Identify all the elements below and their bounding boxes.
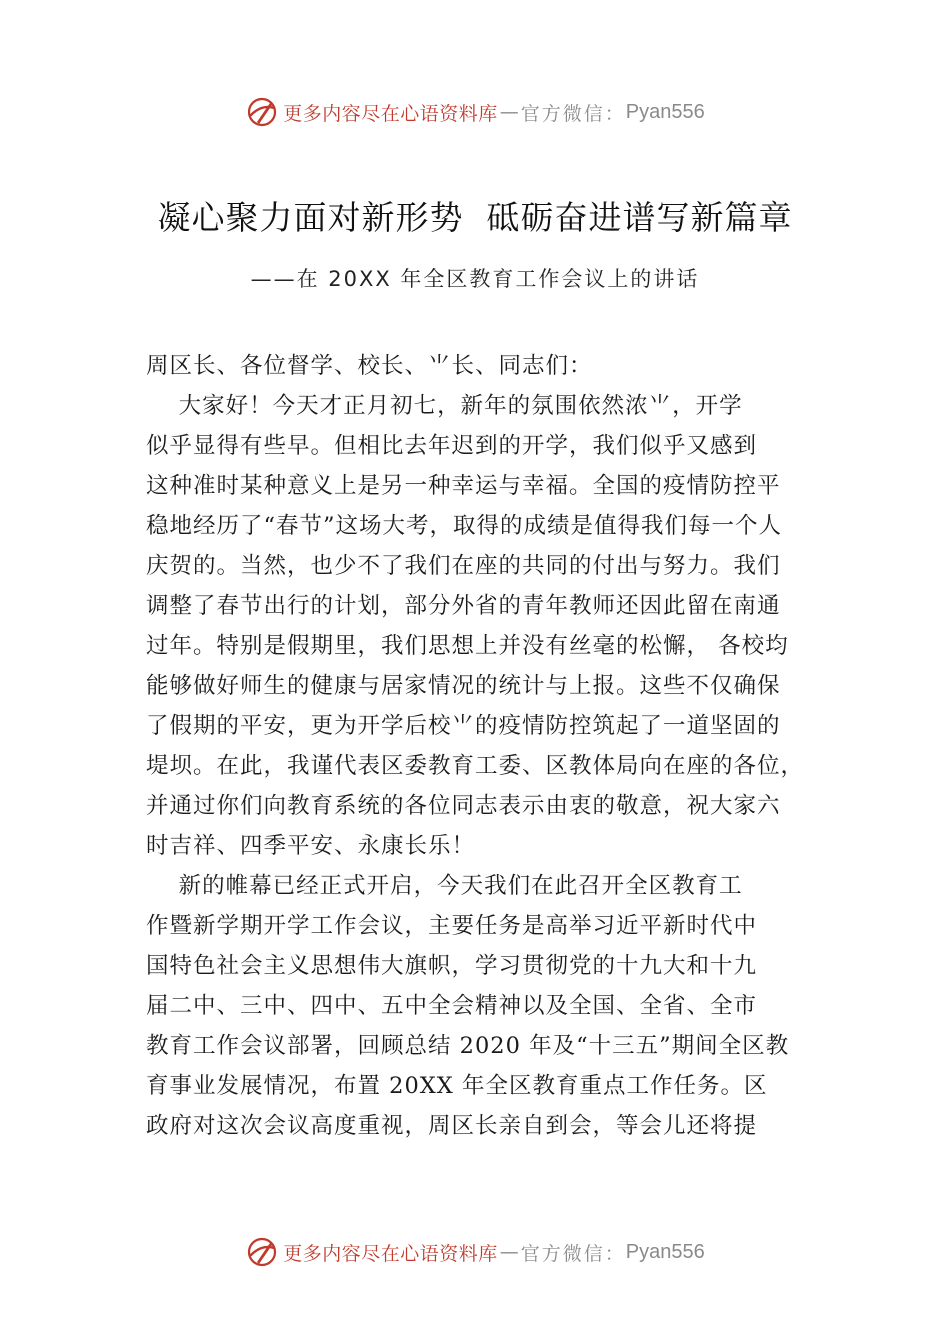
banner-brand-text: 更多内容尽在心语资料库 [283,1242,498,1265]
banner-wechat-id: Pyan556 [625,100,705,123]
body-line: 这种准时某种意义上是另一种幸运与幸福。全国的疫情防控平 [146,473,781,499]
document-title: 凝心聚力面对新形势 砥砺奋进谱写新篇章 [157,198,793,237]
body-line: 调整了春节出行的计划，部分外省的青年教师还因此留在南通 [146,593,781,619]
body-line: 能够做好师生的健康与居家情况的统计与上报。这些不仅确保 [146,673,781,699]
body-line: 作暨新学期开学工作会议，主要任务是高举习近平新时代中 [146,913,758,939]
body-line: 并通过你们向教育系统的各位同志表示由衷的敬意，祝大家六 [146,793,781,819]
document-body [146,346,826,1146]
body-line: 时吉祥、四季平安、永康长乐！ [146,833,476,859]
body-line: 了假期的平安，更为开学后校⺌的疫情防控筑起了一道坚固的 [146,713,781,739]
body-line: 大家好！今天才正月初七，新年的氛围依然浓⺌，开学 [146,393,743,419]
body-line: 似乎显得有些早。但相比去年迟到的开学，我们似乎又感到 [146,433,758,459]
banner-brand-text: 更多内容尽在心语资料库 [283,102,498,125]
document-subtitle: ——在 20XX 年全区教育工作会议上的讲话 [250,267,700,291]
banner-dash: — [499,101,519,123]
body-line: 周区长、各位督学、校长、⺌长、同志们： [146,353,593,379]
banner-wechat-id: Pyan556 [625,1240,705,1263]
body-line: 政府对这次会议高度重视，周区长亲自到会，等会儿还将提 [146,1113,758,1139]
body-line: 育事业发展情况，布置 20XX 年全区教育重点工作任务。区 [146,1073,768,1099]
pen-circle-logo-icon [245,1235,279,1269]
pen-circle-logo-icon [245,95,279,129]
body-line: 堤坝。在此，我谨代表区委教育工委、区教体局向在座的各位， [146,753,805,779]
header-banner [0,92,950,132]
banner-official-label: 官方微信： [520,1242,626,1265]
body-line: 国特色社会主义思想伟大旗帜，学习贯彻党的十九大和十九 [146,953,758,979]
footer-banner [0,1232,950,1272]
body-line: 稳地经历了“春节”这场大考，取得的成绩是值得我们每一个人 [146,513,783,539]
body-line: 过年。特别是假期里，我们思想上并没有丝毫的松懈， 各校均 [146,633,789,659]
banner-dash: — [499,1241,519,1263]
banner-official-label: 官方微信： [520,102,626,125]
body-line: 新的帷幕已经正式开启，今天我们在此召开全区教育工 [146,873,743,899]
body-line: 教育工作会议部署，回顾总结 2020 年及“十三五”期间全区教 [146,1033,790,1059]
body-line: 庆贺的。当然，也少不了我们在座的共同的付出与努力。我们 [146,553,781,579]
body-line: 届二中、三中、四中、五中全会精神以及全国、全省、全市 [146,993,758,1019]
